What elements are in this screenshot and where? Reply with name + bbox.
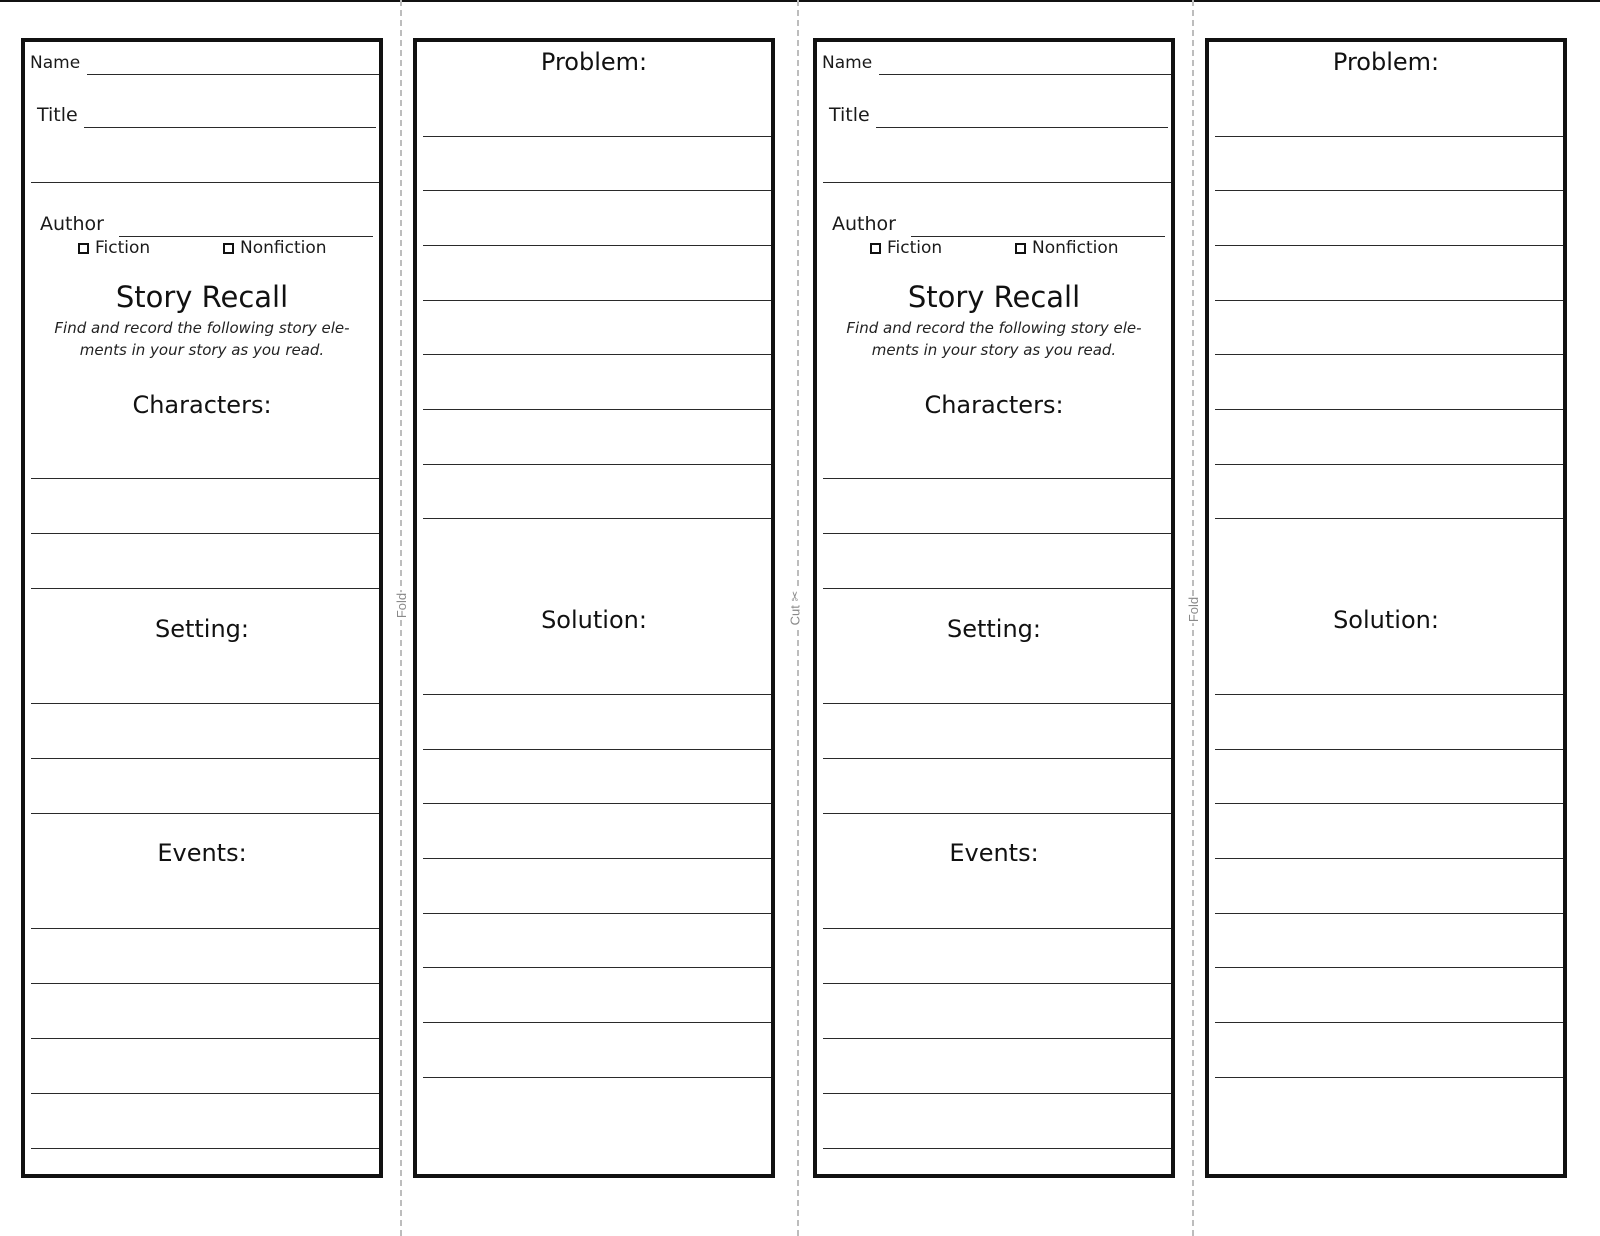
- nonfiction-label: Nonfiction: [240, 238, 327, 258]
- events-line-2[interactable]: [31, 983, 379, 984]
- name-write-line[interactable]: [879, 74, 1171, 75]
- problem-line-8[interactable]: [423, 518, 771, 519]
- solution-line-6[interactable]: [1215, 967, 1563, 968]
- setting-line-1[interactable]: [823, 703, 1171, 704]
- back-panel-1: [413, 38, 775, 1178]
- setting-line-2[interactable]: [823, 758, 1171, 759]
- fiction-option[interactable]: [78, 238, 150, 258]
- events-line-2[interactable]: [823, 983, 1171, 984]
- problem-line-7[interactable]: [1215, 464, 1563, 465]
- events-line-4[interactable]: [31, 1093, 379, 1094]
- title-write-line-2[interactable]: [823, 182, 1171, 183]
- cut-label: Cut ✂: [785, 590, 805, 627]
- solution-line-7[interactable]: [1215, 1022, 1563, 1023]
- problem-line-3[interactable]: [423, 245, 771, 246]
- problem-heading: Problem:: [540, 48, 648, 76]
- problem-line-5[interactable]: [1215, 354, 1563, 355]
- events-line-1[interactable]: [823, 928, 1171, 929]
- solution-line-6[interactable]: [423, 967, 771, 968]
- title-label: Title: [829, 104, 870, 126]
- events-line-3[interactable]: [823, 1038, 1171, 1039]
- characters-line-1[interactable]: [823, 478, 1171, 479]
- author-write-line[interactable]: [911, 236, 1165, 237]
- characters-line-1[interactable]: [31, 478, 379, 479]
- solution-line-4[interactable]: [423, 858, 771, 859]
- events-heading: Events:: [157, 839, 247, 867]
- solution-line-3[interactable]: [1215, 803, 1563, 804]
- solution-line-8[interactable]: [1215, 1077, 1563, 1078]
- problem-line-5[interactable]: [423, 354, 771, 355]
- characters-line-2[interactable]: [31, 533, 379, 534]
- author-label: Author: [832, 213, 896, 235]
- characters-heading: Characters:: [132, 391, 272, 419]
- name-label: Name: [822, 53, 873, 73]
- page-top-rule: [0, 0, 1600, 2]
- problem-line-6[interactable]: [1215, 409, 1563, 410]
- solution-heading: Solution:: [1333, 606, 1439, 634]
- solution-line-3[interactable]: [423, 803, 771, 804]
- solution-line-2[interactable]: [1215, 749, 1563, 750]
- title-write-line[interactable]: [84, 127, 376, 128]
- fold-label-left: Fold: [394, 592, 410, 619]
- solution-line-1[interactable]: [423, 694, 771, 695]
- characters-line-2[interactable]: [823, 533, 1171, 534]
- title-write-line[interactable]: [876, 127, 1168, 128]
- nonfiction-checkbox[interactable]: [223, 243, 234, 254]
- instructions-text: Find and record the following story ele-ments in your story as you read.: [54, 319, 350, 359]
- problem-line-2[interactable]: [1215, 190, 1563, 191]
- solution-line-8[interactable]: [423, 1077, 771, 1078]
- fiction-option[interactable]: [870, 238, 942, 258]
- name-write-line[interactable]: [87, 74, 379, 75]
- front-panel-2: [813, 38, 1175, 1178]
- problem-line-4[interactable]: [423, 300, 771, 301]
- title-label: Title: [37, 104, 78, 126]
- fiction-checkbox[interactable]: [78, 243, 89, 254]
- back-panel-2: [1205, 38, 1567, 1178]
- problem-line-3[interactable]: [1215, 245, 1563, 246]
- nonfiction-option[interactable]: [1015, 238, 1119, 258]
- solution-line-7[interactable]: [423, 1022, 771, 1023]
- author-label: Author: [40, 213, 104, 235]
- nonfiction-checkbox[interactable]: [1015, 243, 1026, 254]
- name-label: Name: [30, 53, 81, 73]
- problem-line-4[interactable]: [1215, 300, 1563, 301]
- problem-line-7[interactable]: [423, 464, 771, 465]
- events-line-3[interactable]: [31, 1038, 379, 1039]
- events-line-5[interactable]: [31, 1148, 379, 1149]
- setting-line-2[interactable]: [31, 758, 379, 759]
- events-line-5[interactable]: [823, 1148, 1171, 1149]
- nonfiction-label: Nonfiction: [1032, 238, 1119, 258]
- solution-line-5[interactable]: [1215, 913, 1563, 914]
- nonfiction-option[interactable]: [223, 238, 327, 258]
- characters-line-3[interactable]: [31, 588, 379, 589]
- author-write-line[interactable]: [119, 236, 373, 237]
- front-panel-1: [21, 38, 383, 1178]
- setting-line-3[interactable]: [31, 813, 379, 814]
- fiction-checkbox[interactable]: [870, 243, 881, 254]
- solution-heading: Solution:: [541, 606, 647, 634]
- setting-line-3[interactable]: [823, 813, 1171, 814]
- problem-heading: Problem:: [1332, 48, 1440, 76]
- fiction-label: Fiction: [887, 238, 943, 258]
- problem-line-8[interactable]: [1215, 518, 1563, 519]
- title-write-line-2[interactable]: [31, 182, 379, 183]
- problem-line-1[interactable]: [1215, 136, 1563, 137]
- problem-line-2[interactable]: [423, 190, 771, 191]
- solution-line-2[interactable]: [423, 749, 771, 750]
- fiction-label: Fiction: [95, 238, 151, 258]
- solution-line-4[interactable]: [1215, 858, 1563, 859]
- setting-line-1[interactable]: [31, 703, 379, 704]
- events-heading: Events:: [949, 839, 1039, 867]
- problem-line-1[interactable]: [423, 136, 771, 137]
- events-line-4[interactable]: [823, 1093, 1171, 1094]
- story-recall-heading: Story Recall: [115, 280, 289, 314]
- solution-line-1[interactable]: [1215, 694, 1563, 695]
- setting-heading: Setting:: [946, 615, 1042, 643]
- fold-label-right: Fold: [1186, 596, 1202, 623]
- characters-line-3[interactable]: [823, 588, 1171, 589]
- problem-line-6[interactable]: [423, 409, 771, 410]
- characters-heading: Characters:: [924, 391, 1064, 419]
- setting-heading: Setting:: [154, 615, 250, 643]
- events-line-1[interactable]: [31, 928, 379, 929]
- instructions-text: Find and record the following story ele-ments in your story as you read.: [846, 319, 1142, 359]
- story-recall-heading: Story Recall: [907, 280, 1081, 314]
- solution-line-5[interactable]: [423, 913, 771, 914]
